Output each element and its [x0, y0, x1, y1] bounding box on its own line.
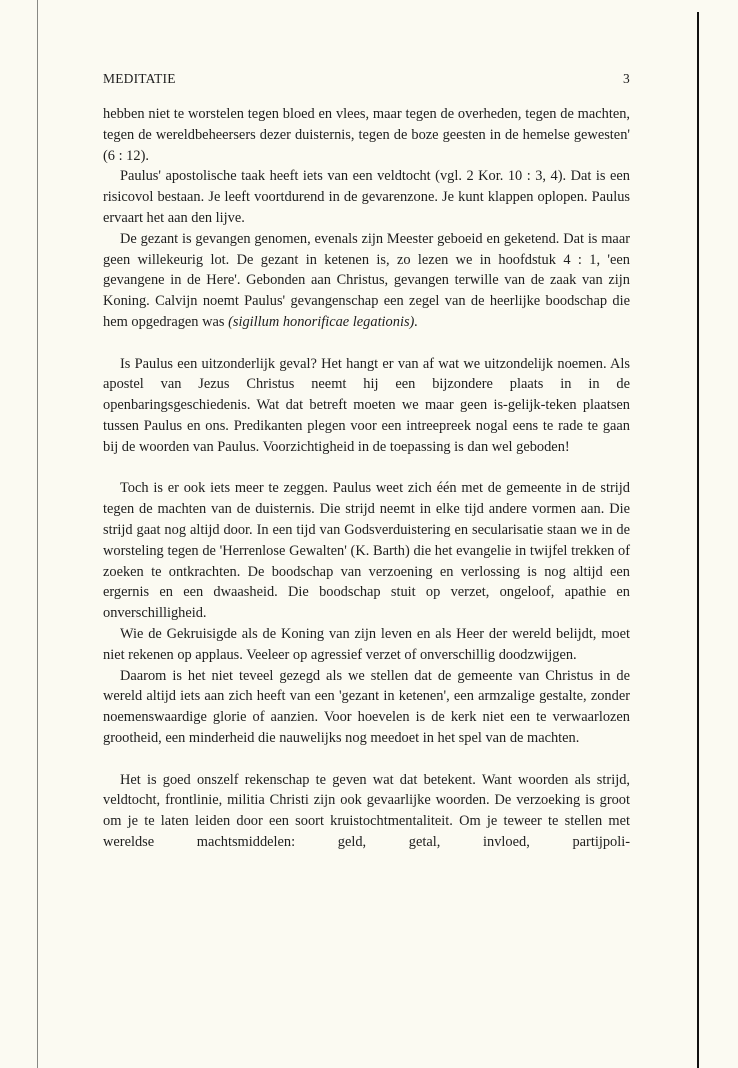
- paragraph: Toch is er ook iets meer te zeggen. Paulus weet zich één met de gemeente in de strijd tegen de machten van de duisternis. Die strijd neemt in elke tijd andere vormen aan. Die strijd gaat nog altijd door. In een tijd van Godsverduistering en secularisatie staan we in de worsteling tegen de 'Herrenlose Gewalten' (K. Barth) die het evangelie in twijfel trekken of zoeken te ontkrachten. De boodschap van verzoening en verlossing is nog altijd een ergernis en een dwaasheid. Die boodschap stuit op verzet, ongeloof, apathie en onverschilligheid.: [103, 480, 630, 622]
- page-right-edge: [697, 12, 699, 1068]
- section-title: MEDITATIE: [103, 71, 176, 86]
- paragraph: Wie de Gekruisigde als de Koning van zijn leven en als Heer der wereld belijdt, moet niet rekenen op applaus. Veeleer op agressief verzet of onverschillig doodzwijgen.: [103, 625, 630, 663]
- page-number: 3: [623, 71, 630, 86]
- running-head: [103, 71, 630, 87]
- paragraph: hebben niet te worstelen tegen bloed en vlees, maar tegen de overheden, tegen de machten, tegen de wereldbeheersers dezer duisternis, tegen de boze geesten in de hemelse gewesten' (6 : 12).: [103, 106, 630, 164]
- paragraph: [103, 229, 630, 333]
- body-text: [103, 104, 630, 853]
- paragraph: Daarom is het niet teveel gezegd als we stellen dat de gemeente van Christus in de wereld altijd iets aan zich heeft van een 'gezant in ketenen', een armzalige gestalte, zonder noemenswaardige glorie of aanzien. Voor hoevelen is de kerk niet een te verwaarlozen grootheid, een minderheid die nauwelijks nog meedoet in het spel van de machten.: [103, 667, 630, 746]
- paragraph-text: De gezant is gevangen genomen, evenals zijn Meester geboeid en geketend. Dat is maar geen willekeurig lot. De gezant in ketenen is, zo lezen we in hoofdstuk 4 : 1, 'een gevangene in de Here'. Gebonden aan Christus, gevangen terwille van de zaak van zijn Koning. Calvijn noemt Paulus' gevangenschap een zegel van de heerlijke boodschap die hem opgedragen was: [103, 230, 630, 330]
- paragraph: Paulus' apostolische taak heeft iets van een veldtocht (vgl. 2 Kor. 10 : 3, 4). Dat is een risicovol bestaan. Je leeft voortdurend in de gevarenzone. Je kunt klappen oplopen. Paulus ervaart het aan den lijve.: [103, 168, 630, 226]
- paragraph: Het is goed onszelf rekenschap te geven wat dat betekent. Want woorden als strijd, veldtocht, frontlinie, militia Christi zijn ook gevaarlijke woorden. De verzoeking is groot om je te laten leiden door een soort kruistochtmentaliteit. Om je teweer te stellen met wereldse machtsmiddelen: geld, getal, invloed, partijpoli-: [103, 771, 630, 850]
- latin-phrase: (sigillum honorificae legationis).: [228, 313, 418, 330]
- paragraph: Is Paulus een uitzonderlijk geval? Het hangt er van af wat we uitzondelijk noemen. Als apostel van Jezus Christus neemt hij een bijzondere plaats in in de openbaringsgeschiedenis. Wat dat betreft moeten we maar geen is-gelijk-teken plaatsen tussen Paulus en ons. Predikanten plegen voor een intreepreek nogal eens te rade te gaan bij de woorden van Paulus. Voorzichtigheid in de toepassing is dan wel geboden!: [103, 355, 630, 455]
- page-left-edge: [37, 0, 38, 1068]
